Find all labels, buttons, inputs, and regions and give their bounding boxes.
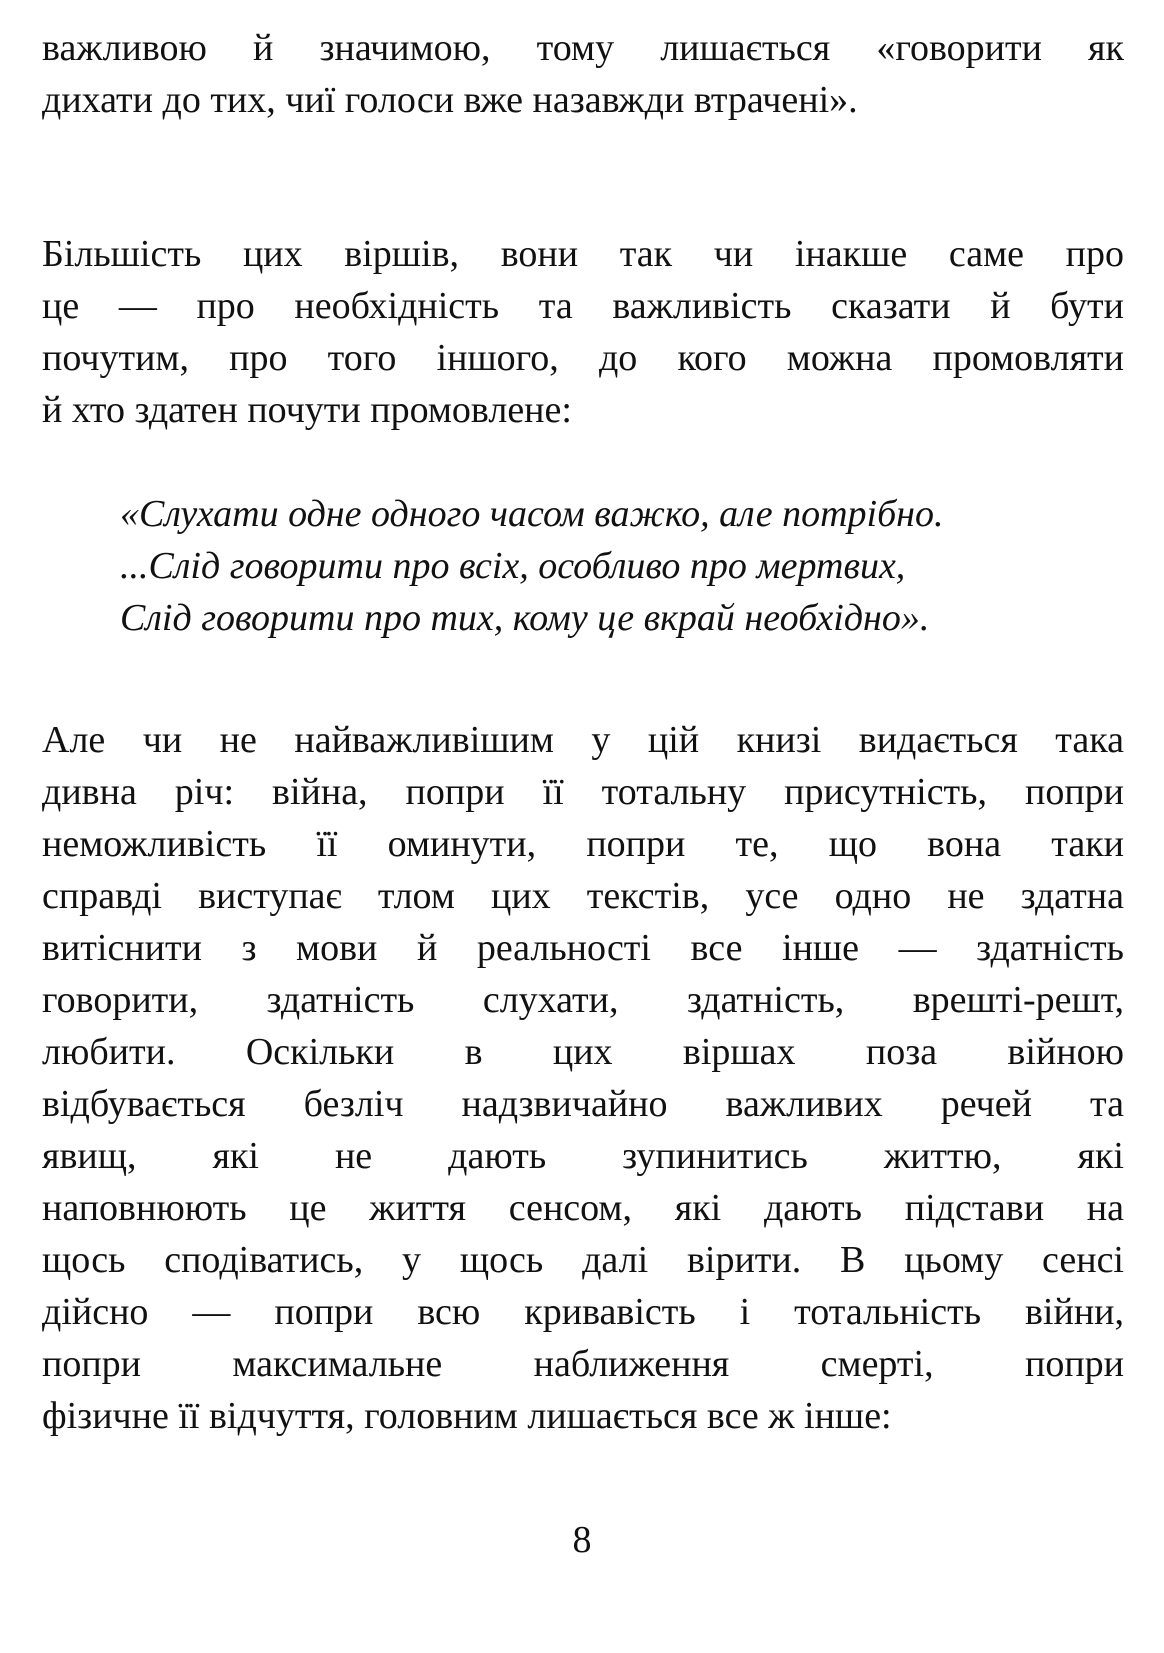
text-line: Більшість цих віршів, вони так чи інакше саме про	[42, 233, 1124, 275]
text-line: наповнюють це життя сенсом, які дають підстави на	[42, 1187, 1124, 1229]
text-line: говорити, здатність слухати, здатність, врешті-решт,	[42, 979, 1124, 1021]
paragraph-1	[42, 22, 1124, 126]
text-line: дивна річ: війна, попри її тотальну присутність, попри	[42, 771, 1124, 813]
quote-line: Слід говорити про тих, кому це вкрай необхідно».	[120, 597, 930, 639]
text-line: неможливість її оминути, попри те, що вона таки	[42, 823, 1124, 865]
paragraph-spacer	[42, 644, 1124, 714]
text-line: й хто здатен почути промовлене:	[42, 389, 572, 431]
text-line: попри максимальне наближення смерті, попри	[42, 1343, 1124, 1385]
text-line: відбувається безліч надзвичайно важливих речей та	[42, 1083, 1124, 1125]
text-line: любити. Оскільки в цих віршах поза війною	[42, 1031, 1124, 1073]
text-line: щось сподіватись, у щось далі вірити. В цьому сенсі	[42, 1239, 1124, 1281]
text-line: це — про необхідність та важливість сказати й бути	[42, 285, 1124, 327]
quote-line: «Слухати одне одного часом важко, але потрібно.	[120, 493, 944, 535]
text-line: Але чи не найважливішим у цій книзі видається така	[42, 719, 1124, 761]
text-line: дихати до тих, чиї голоси вже назавжди втрачені».	[42, 79, 858, 121]
poem-quote	[120, 488, 1124, 644]
text-line: дійсно — попри всю кривавість і тотальність війни,	[42, 1291, 1124, 1333]
paragraph-2	[42, 228, 1124, 436]
quote-line: ...Слід говорити про всіх, особливо про мертвих,	[120, 545, 906, 587]
paragraph-3	[42, 714, 1124, 1442]
paragraph-spacer	[42, 126, 1124, 228]
paragraph-spacer	[42, 436, 1124, 488]
page-number: 8	[572, 1519, 592, 1561]
text-line: явищ, які не дають зупинитись життю, які	[42, 1135, 1124, 1177]
document-page	[42, 22, 1124, 1442]
text-line: витіснити з мови й реальності все інше — здатність	[42, 927, 1124, 969]
text-line: справді виступає тлом цих текстів, усе одно не здатна	[42, 875, 1124, 917]
text-line: важливою й значимою, тому лишається «говорити як	[42, 27, 1124, 69]
text-line: почутим, про того іншого, до кого можна промовляти	[42, 337, 1124, 379]
text-line: фізичне її відчуття, головним лишається все ж інше:	[42, 1395, 892, 1437]
